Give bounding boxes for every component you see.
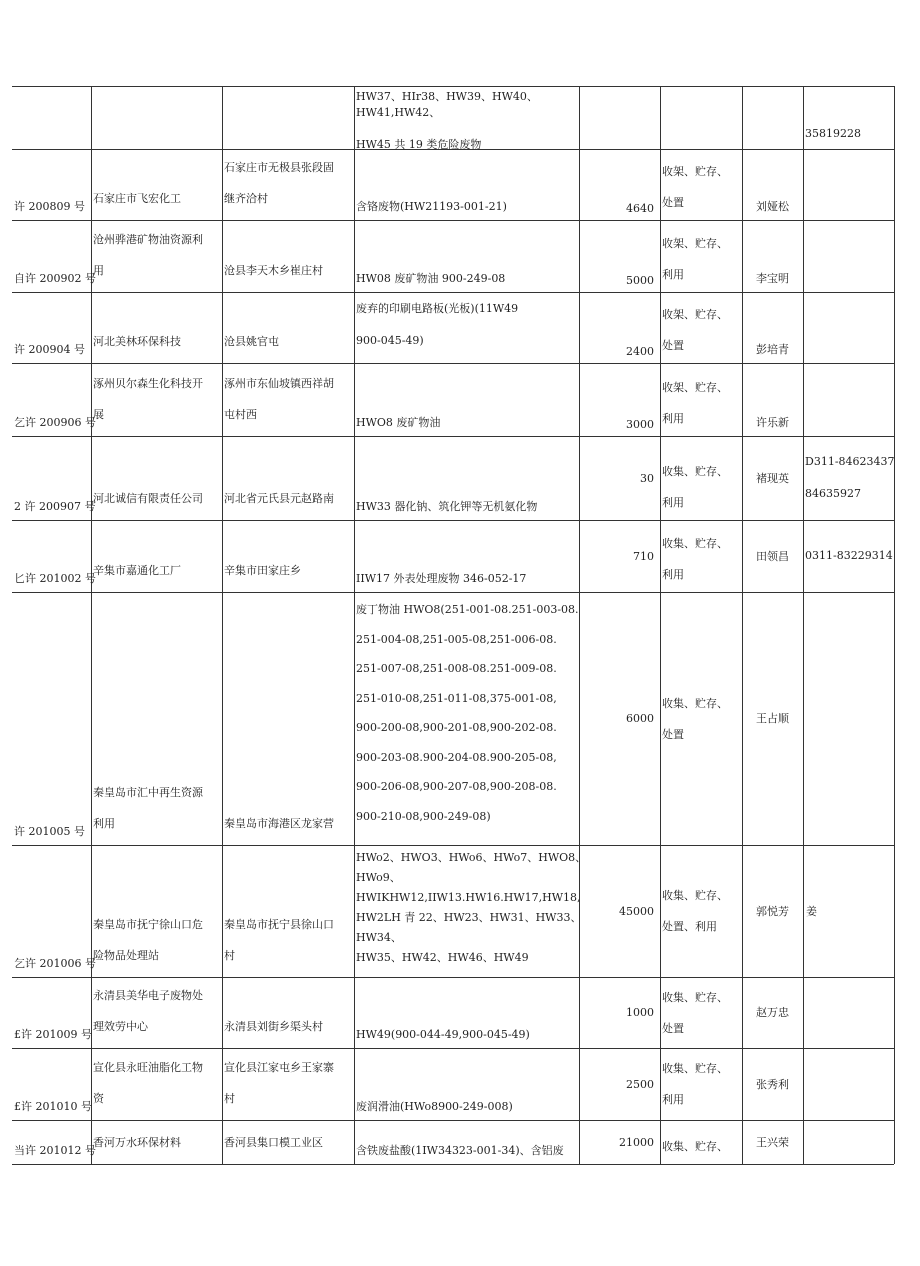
- waste-category-line: HW34、: [356, 931, 402, 944]
- company-name: [93, 909, 220, 971]
- facility-address: [224, 808, 352, 839]
- contact-phone-line: 0311-83229314: [805, 549, 893, 562]
- company-name-line: 河北诚信有限责任公司: [93, 492, 203, 505]
- waste-category: [356, 271, 577, 286]
- operation-mode: [662, 1053, 740, 1115]
- waste-category-line: 251-010-08,251-011-08,375-001-08,: [356, 691, 557, 705]
- operation-mode-line: 利用: [662, 412, 684, 425]
- facility-address-line: 涿州市东仙坡镇西祥胡: [224, 377, 334, 390]
- facility-address-line: 秦皇岛市抚宁县徐山口: [224, 918, 334, 931]
- operation-mode-line: 收架、贮存、: [662, 165, 728, 178]
- capacity-tons: [581, 273, 654, 288]
- permit-number: [14, 499, 96, 514]
- capacity-tons-line: 21000: [619, 1135, 654, 1149]
- operation-mode-line: 利用: [662, 568, 684, 581]
- capacity-tons: [581, 344, 654, 359]
- legal-representative-line: 张秀利: [756, 1077, 789, 1091]
- capacity-tons: [581, 549, 654, 564]
- operation-mode: [662, 299, 740, 361]
- legal-representative-line: 王占顺: [756, 712, 789, 725]
- operation-mode-line: 收集、贮存、: [662, 537, 728, 550]
- company-name-line: 河北美林环保科技: [93, 335, 181, 348]
- capacity-tons-line: 2500: [626, 1077, 654, 1091]
- waste-category-line: HW35、HW42、HW46、HW49: [356, 951, 529, 964]
- operation-mode: [662, 372, 740, 434]
- company-name-line: 用: [93, 264, 104, 277]
- facility-address: [224, 483, 352, 514]
- facility-address: [224, 909, 352, 971]
- legal-representative-line: 田领昌: [756, 549, 789, 563]
- facility-address: [224, 1127, 352, 1158]
- permit-number: [14, 1099, 92, 1114]
- facility-address: [224, 255, 352, 286]
- legal-representative: [744, 271, 801, 286]
- facility-address: [224, 326, 352, 357]
- facility-address: [224, 368, 352, 430]
- company-name-line: 涿州贝尔森生化科技开: [93, 377, 203, 390]
- permit-number-line: 当许 201012 号: [14, 1144, 96, 1157]
- capacity-tons-line: 3000: [626, 418, 654, 431]
- waste-category-line: 含铁废盐酸(1IW34323-001-34)、含铝废: [356, 1144, 564, 1157]
- waste-category: [356, 89, 577, 153]
- facility-address-line: 石家庄市无极县张段固: [224, 161, 334, 174]
- operation-mode-line: 收集、贮存、: [662, 696, 728, 710]
- capacity-tons-line: 710: [633, 549, 654, 563]
- company-name-line: 秦皇岛市抚宁徐山口危: [93, 918, 203, 931]
- legal-representative: [744, 711, 801, 726]
- facility-address-line: 沧县李天木乡崔庄村: [224, 264, 323, 277]
- legal-representative: [744, 904, 801, 919]
- waste-category-line: 900-206-08,900-207-08,900-208-08.: [356, 780, 557, 793]
- legal-representative-line: 郭悦芳: [756, 904, 789, 918]
- facility-address-line: 香河县集口模工业区: [224, 1136, 323, 1149]
- capacity-tons: [581, 1005, 654, 1020]
- waste-category-line: 900-203-08.900-204-08.900-205-08,: [356, 750, 557, 764]
- facility-address-line: 村: [224, 949, 235, 962]
- operation-mode-line: 利用: [662, 496, 684, 509]
- permit-number: [14, 1143, 96, 1158]
- permit-number-line: £许 201009 号: [14, 1028, 92, 1041]
- company-name-line: 宣化县永旺油脂化工物: [93, 1061, 203, 1074]
- waste-category-line: HW2LH 青 22、HW23、HW31、HW33、: [356, 911, 582, 924]
- operation-mode: [662, 456, 740, 518]
- operation-mode-line: 处置: [662, 1021, 684, 1035]
- waste-category-line: 废润滑油(HWo8900-249-008): [356, 1100, 513, 1113]
- company-name: [93, 483, 220, 514]
- company-name-line: 理效劳中心: [93, 1020, 148, 1033]
- capacity-tons-line: 1000: [626, 1006, 654, 1019]
- permit-number: [14, 1027, 92, 1042]
- operation-mode: [662, 528, 740, 590]
- operation-mode: [662, 228, 740, 290]
- operation-mode-line: 处置: [662, 196, 684, 209]
- legal-representative: [744, 471, 801, 486]
- waste-category: [356, 848, 587, 968]
- operation-mode-line: 利用: [662, 268, 684, 281]
- operation-mode-line: 收架、贮存、: [662, 381, 728, 394]
- legal-representative-line: 刘娅松: [756, 200, 789, 213]
- company-name: [93, 555, 220, 586]
- waste-category: [356, 199, 577, 214]
- operation-mode-line: 收集、贮存、: [662, 1140, 728, 1153]
- operation-mode-line: 收集、贮存、: [662, 990, 728, 1004]
- legal-representative-line: 褚现英: [756, 471, 789, 485]
- legal-representative: [744, 1005, 801, 1020]
- waste-category-line: HWo2、HWO3、HWo6、HWo7、HWO8、: [356, 851, 587, 864]
- contact-phone: [805, 446, 895, 510]
- operation-mode-line: 收架、贮存、: [662, 308, 728, 321]
- waste-category-line: 含铬废物(HW21193-001-21): [356, 200, 507, 213]
- contact-phone-line: D311-84623437: [805, 455, 895, 468]
- permit-number: [14, 415, 96, 430]
- waste-category-line: IIW17 外表处理废物 346-052-17: [356, 572, 527, 585]
- company-name-line: 香河万水环保材料: [93, 1136, 181, 1149]
- company-name-line: 资: [93, 1092, 104, 1105]
- legal-representative-line: 王兴荣: [756, 1135, 789, 1149]
- company-name: [93, 368, 220, 430]
- facility-address-line: 沧县姚官屯: [224, 335, 279, 348]
- permit-number-line: 自许 200902 号: [14, 272, 96, 285]
- operation-mode-line: 利用: [662, 1093, 684, 1106]
- facility-address-line: 永清县刘街乡渠头村: [224, 1020, 323, 1033]
- company-name-line: 秦皇岛市汇中再生资源: [93, 786, 203, 799]
- facility-address-line: 河北省元氏县元赵路南: [224, 492, 334, 505]
- facility-address-line: 宣化县江家屯乡王家寨: [224, 1061, 334, 1074]
- capacity-tons: [581, 1135, 654, 1150]
- capacity-tons-line: 2400: [626, 345, 654, 358]
- facility-address: [224, 555, 352, 586]
- permit-number: [14, 956, 96, 971]
- legal-representative-line: 李宝明: [756, 272, 789, 285]
- waste-category-line: HW49(900-044-49,900-045-49): [356, 1028, 530, 1041]
- waste-category-line: HWO8 废矿物油: [356, 416, 441, 429]
- permit-number-line: 乞许 201006 号: [14, 957, 96, 970]
- capacity-tons: [581, 417, 654, 432]
- permit-number-line: 许 200809 号: [14, 200, 85, 213]
- waste-category: [356, 1099, 577, 1114]
- company-name-line: 展: [93, 408, 104, 421]
- company-name-line: 辛集市嘉通化工厂: [93, 564, 181, 577]
- legal-representative-line: 许乐新: [756, 416, 789, 429]
- operation-mode: [662, 156, 740, 218]
- company-name-line: 石家庄市飞宏化工: [93, 192, 181, 205]
- waste-category-line: 900-200-08,900-201-08,900-202-08.: [356, 721, 557, 734]
- facility-address-line: 村: [224, 1092, 235, 1105]
- permit-number: [14, 271, 96, 286]
- company-name-line: 利用: [93, 817, 115, 830]
- waste-category: [356, 571, 577, 586]
- facility-address-line: 屯村西: [224, 408, 257, 421]
- company-name: [93, 183, 220, 214]
- permit-number-line: 许 200904 号: [14, 343, 85, 356]
- company-name-line: 险物品处理站: [93, 949, 159, 962]
- operation-mode-line: 收集、贮存、: [662, 465, 728, 478]
- company-name-line: 沧州骅港矿物油资源利: [93, 233, 203, 246]
- permit-number: [14, 199, 89, 214]
- company-name: [93, 980, 220, 1042]
- stray-mark-line: 姜: [806, 904, 817, 918]
- permit-number-line: 2 许 200907 号: [14, 500, 96, 513]
- contact-phone-line: 84635927: [805, 487, 861, 500]
- legal-representative-line: 赵万忠: [756, 1006, 789, 1019]
- operation-mode: [662, 982, 740, 1044]
- contact-phone-line: [805, 86, 892, 118]
- waste-category: [356, 1027, 577, 1042]
- waste-category: [356, 1143, 577, 1158]
- waste-category: [356, 415, 577, 430]
- facility-address-line: 秦皇岛市海港区龙家营: [224, 817, 334, 830]
- permit-number-line: £许 201010 号: [14, 1100, 92, 1113]
- capacity-tons: [581, 471, 654, 486]
- permit-number: [14, 824, 89, 839]
- permit-number-line: 匕许 201002 号: [14, 572, 96, 585]
- facility-address-line: 辛集市田家庄乡: [224, 564, 301, 577]
- waste-category-line: HW37、HIr38、HW39、HW40、: [356, 90, 538, 103]
- capacity-tons: [581, 201, 654, 216]
- stray-mark: [806, 904, 892, 919]
- operation-mode-line: 收集、贮存、: [662, 889, 728, 902]
- permit-number-line: 乞许 200906 号: [14, 416, 96, 429]
- company-name-line: 永清县美华电子废物处: [93, 989, 203, 1002]
- waste-category-line: HW33 器化钠、筑化钾等无机氨化物: [356, 500, 538, 513]
- operation-mode-line: 处置: [662, 727, 684, 741]
- waste-category-line: HW08 废矿物油 900-249-08: [356, 272, 506, 285]
- waste-category-line: 900-210-08,900-249-08): [356, 809, 491, 823]
- waste-category-line: 900-045-49): [356, 334, 424, 347]
- operation-mode-line: 处置: [662, 339, 684, 352]
- capacity-tons: [581, 1077, 654, 1092]
- capacity-tons: [581, 711, 654, 726]
- legal-representative: [744, 199, 801, 214]
- capacity-tons-line: 5000: [626, 274, 654, 287]
- company-name: [93, 1127, 220, 1158]
- legal-representative: [744, 1077, 801, 1092]
- waste-category-line: 251-007-08,251-008-08.251-009-08.: [356, 662, 557, 675]
- waste-category-line: [356, 121, 577, 137]
- waste-category-line: 251-004-08,251-005-08,251-006-08.: [356, 632, 557, 646]
- company-name: [93, 1052, 220, 1114]
- operation-mode: [662, 880, 740, 942]
- contact-phone-line: 35819228: [805, 126, 861, 140]
- legal-representative: [744, 415, 801, 430]
- legal-representative: [744, 1135, 801, 1150]
- capacity-tons-line: 6000: [626, 712, 654, 725]
- waste-category-line: HW45 共 19 类危险废物: [356, 138, 482, 151]
- waste-category-line: 废丁物油 HWO8(251-001-08.251-003-08.: [356, 603, 579, 616]
- capacity-tons-line: 4640: [626, 202, 654, 215]
- operation-mode: [662, 1131, 740, 1162]
- facility-address: [224, 1052, 352, 1114]
- waste-category: [356, 499, 577, 514]
- legal-representative: [744, 549, 801, 564]
- waste-category: [356, 595, 577, 831]
- contact-phone: [805, 86, 892, 150]
- capacity-tons-line: 45000: [619, 904, 654, 918]
- permit-number-line: 许 201005 号: [14, 825, 85, 838]
- waste-category-line: 废弃的印刷电路板(光板)(11W49: [356, 302, 519, 315]
- facility-address: [224, 1011, 352, 1042]
- waste-category: [356, 293, 577, 357]
- waste-category-line: HW41,HW42、: [356, 106, 441, 119]
- capacity-tons-line: 30: [640, 471, 654, 485]
- facility-address-line: 继齐洽村: [224, 192, 268, 205]
- legal-representative-line: 彭培青: [756, 343, 789, 356]
- operation-mode-line: 收架、贮存、: [662, 237, 728, 250]
- company-name: [93, 224, 220, 286]
- operation-mode: [662, 688, 740, 750]
- waste-category-line: HWIKHW12,IIW13.HW16.HW17,HW18,: [356, 891, 581, 904]
- contact-phone: [805, 540, 892, 572]
- facility-address: [224, 152, 352, 214]
- operation-mode-line: 收集、贮存、: [662, 1062, 728, 1075]
- company-name: [93, 326, 220, 357]
- operation-mode-line: 处置、利用: [662, 920, 717, 933]
- waste-category-line: HWo9、: [356, 871, 401, 884]
- capacity-tons: [581, 904, 654, 919]
- company-name: [93, 777, 220, 839]
- permit-number: [14, 342, 89, 357]
- legal-representative: [744, 342, 801, 357]
- permit-number: [14, 571, 96, 586]
